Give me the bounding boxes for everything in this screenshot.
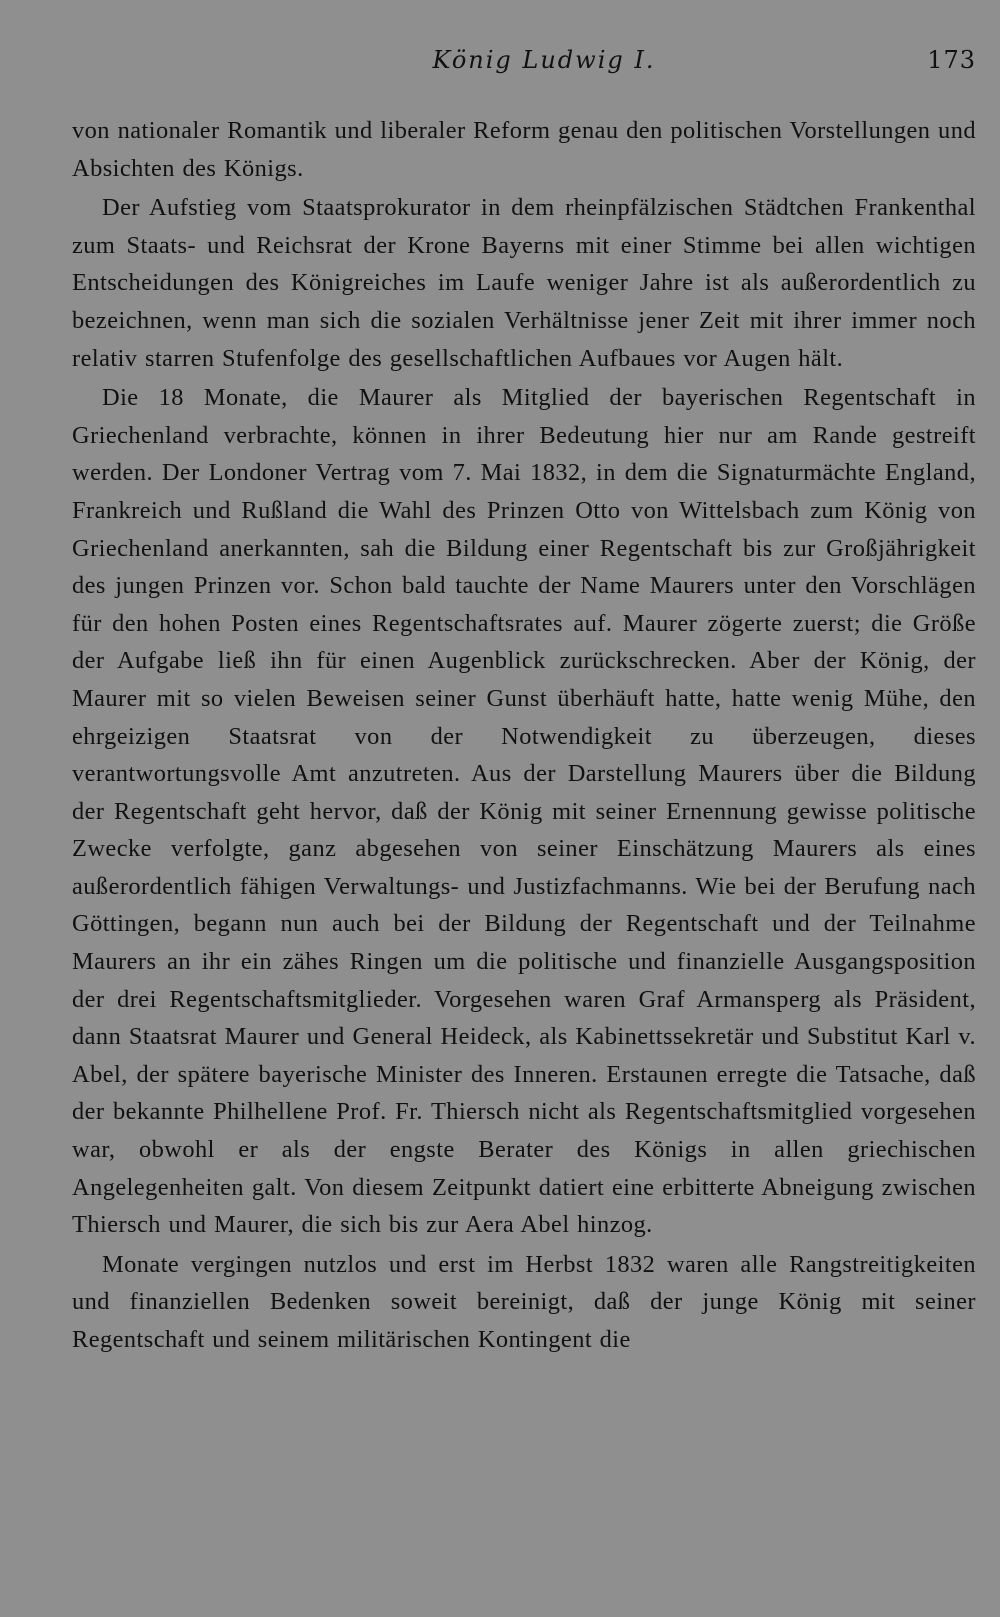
paragraph-continuation: von nationaler Romantik und liberaler Reform genau den politischen Vorstellungen und Absichten des Königs. (72, 117, 976, 182)
body-text (72, 112, 976, 1359)
paragraph-monate: Monate vergingen nutzlos und erst im Herbst 1832 waren alle Rangstreitigkeiten und finanziellen Bedenken soweit bereinigt, daß der junge König mit seiner Regentschaft und seinem militärischen Kontingent die (72, 1250, 976, 1353)
running-head (72, 40, 976, 82)
paragraph-aufstieg: Der Aufstieg vom Staatsprokurator in dem rheinpfälzischen Städtchen Frankenthal zum Staats- und Reichsrat der Krone Bayerns mit einer Stimme bei allen wichtigen Entscheidungen des Königreiches im Laufe weniger Jahre ist als außerordentlich zu bezeichnen, wenn man sich die sozialen Verhältnisse jener Zeit mit ihrer immer noch relativ starren Stufenfolge des gesellschaftlichen Aufbaues vor Augen hält. (72, 194, 976, 372)
page-number: 173 (927, 46, 976, 74)
running-title: König Ludwig I. (432, 46, 656, 74)
paragraph-regentschaft: Die 18 Monate, die Maurer als Mitglied der bayerischen Regentschaft in Griechenland verbrachte, können in ihrer Bedeutung hier nur am Rande gestreift werden. Der Londoner Vertrag vom 7. Mai 1832, in dem die Signaturmächte England, Frankreich und Rußland die Wahl des Prinzen Otto von Wittelsbach zum König von Griechenland anerkannten, sah die Bildung einer Regentschaft bis zur Großjährigkeit des jungen Prinzen vor. Schon bald tauchte der Name Maurers unter den Vorschlägen für den hohen Posten eines Regentschaftsrates auf. Maurer zögerte zuerst; die Größe der Aufgabe ließ ihn für einen Augenblick zurückschrecken. Aber der König, der Maurer mit so vielen Beweisen seiner Gunst überhäuft hatte, hatte wenig Mühe, den ehrgeizigen Staatsrat von der Notwendigkeit zu überzeugen, dieses verantwortungsvolle Amt anzutreten. Aus der Darstellung Maurers über die Bildung der Regentschaft geht hervor, daß der König mit seiner Ernennung gewisse politische Zwecke verfolgte, ganz abgesehen von seiner Einschätzung Maurers als eines außerordentlich fähigen Verwaltungs- und Justizfachmanns. Wie bei der Berufung nach Göttingen, begann nun auch bei der Bildung der Regentschaft und der Teilnahme Maurers an ihr ein zähes Ringen um die politische und finanzielle Ausgangsposition der drei Regentschaftsmitglieder. Vorgesehen waren Graf Armansperg als Präsident, dann Staatsrat Maurer und General Heideck, als Kabinettssekretär und Substitut Karl v. Abel, der spätere bayerische Minister des Inneren. Erstaunen erregte die Tatsache, daß der bekannte Philhellene Prof. Fr. Thiersch nicht als Regentschaftsmitglied vorgesehen war, obwohl er als der engste Berater des Königs in allen griechischen Angelegenheiten galt. Von diesem Zeitpunkt datiert eine erbitterte Abneigung zwischen Thiersch und Maurer, die sich bis zur Aera Abel hinzog. (72, 384, 976, 1239)
